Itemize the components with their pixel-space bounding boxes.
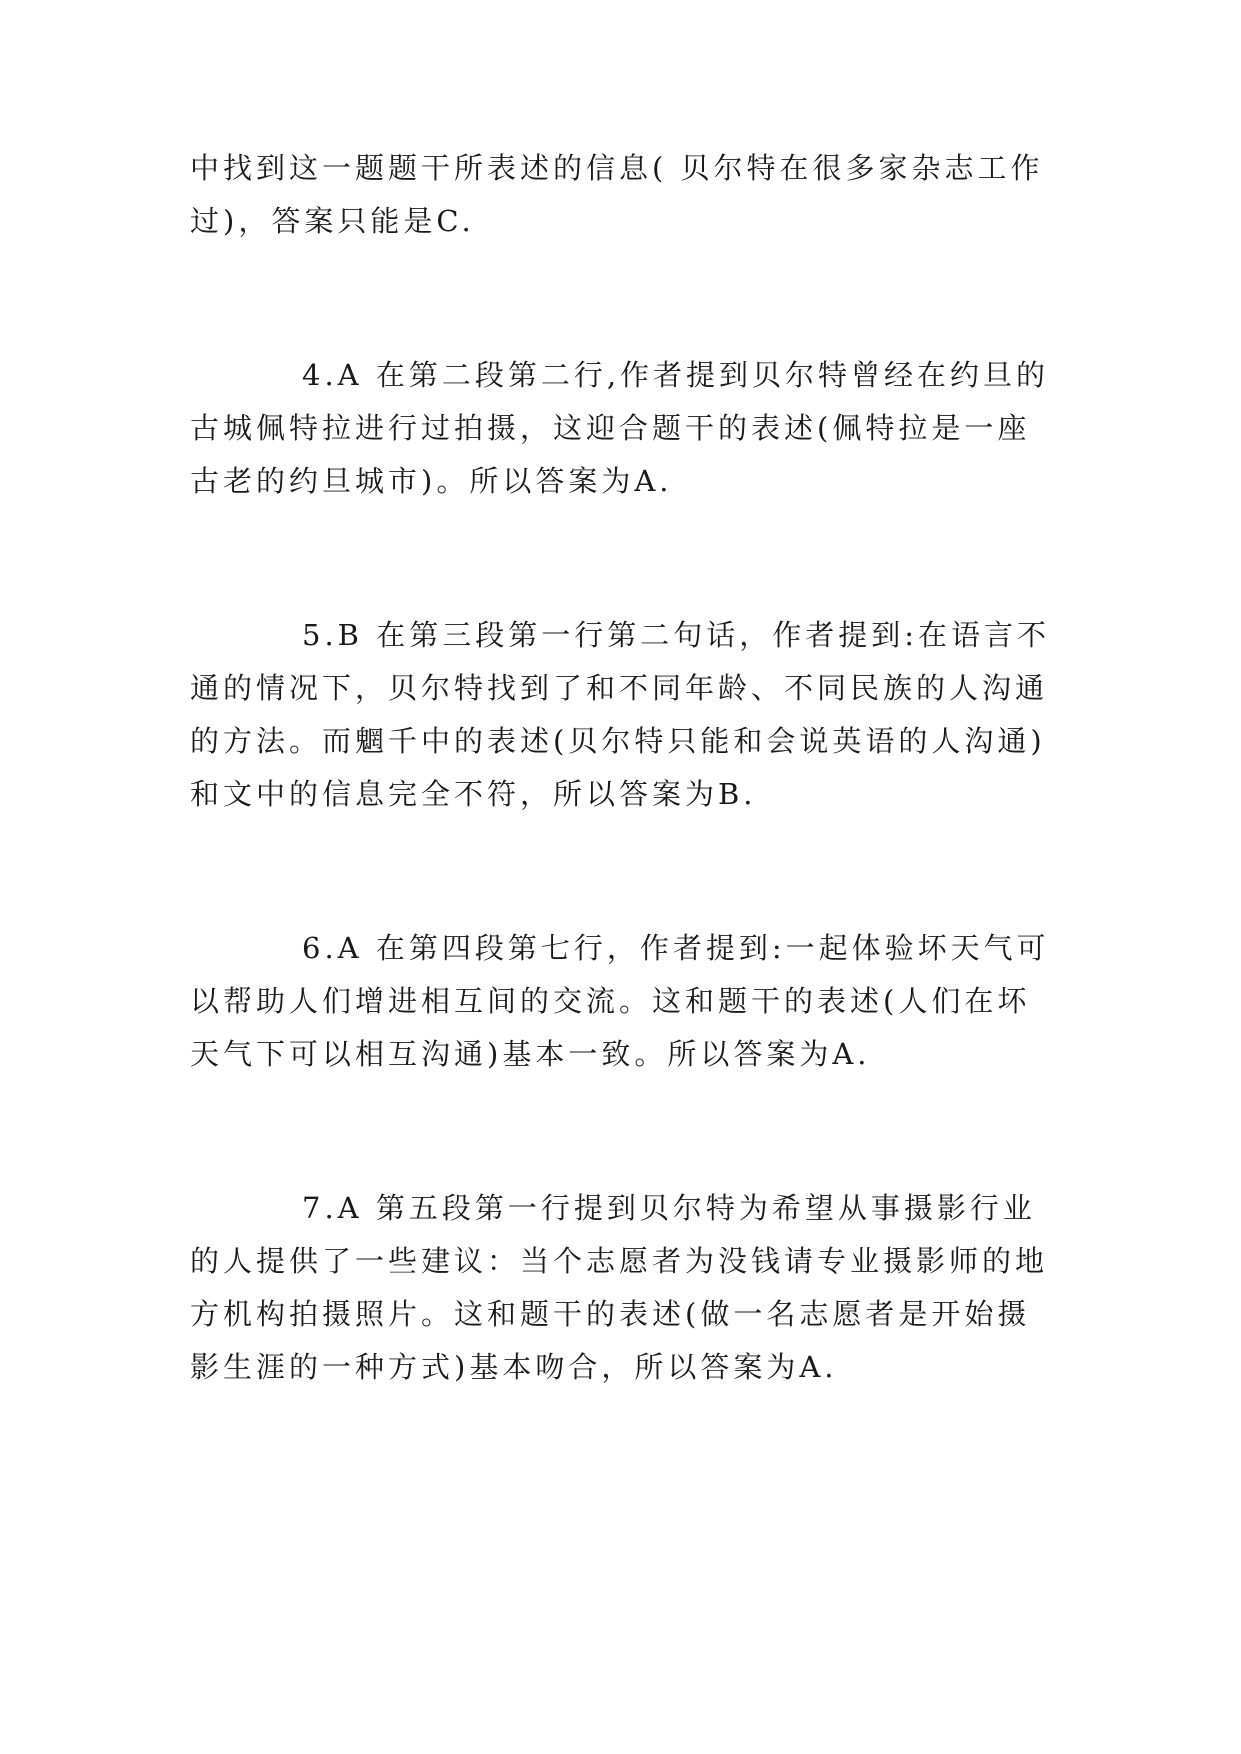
answer-text-line: 7.A 第五段第一行提到贝尔特为希望从事摄影行业 — [302, 1191, 1036, 1225]
answer-text-line: 古城佩特拉进行过拍摄，这迎合题干的表述(佩特拉是一座 — [190, 411, 1031, 445]
answer-text-line: 影生涯的一种方式)基本吻合，所以答案为A. — [190, 1350, 838, 1384]
answer-text-line: 6.A 在第四段第七行，作者提到:一起体验坏天气可 — [302, 931, 1050, 965]
answer-text-line: 中找到这一题题干所表述的信息( 贝尔特在很多家杂志工作 — [190, 151, 1044, 185]
answer-text-line: 的方法。而魍千中的表述(贝尔特只能和会说英语的人沟通) — [190, 724, 1046, 758]
answer-text-line: 以帮助人们增进相互间的交流。这和题干的表述(人们在坏 — [190, 984, 1031, 1018]
answer-text-line: 的人提供了一些建议：当个志愿者为没钱请专业摄影师的地 — [190, 1244, 1049, 1278]
answer-text-line: 和文中的信息完全不符，所以答案为B. — [190, 777, 757, 811]
answer-text-line: 4.A 在第二段第二行,作者提到贝尔特曾经在约旦的 — [302, 358, 1050, 392]
answer-text-line: 过)，答案只能是C. — [190, 204, 475, 238]
answer-text-line: 5.B 在第三段第一行第二句话，作者提到:在语言不 — [302, 618, 1050, 652]
answer-text-line: 古老的约旦城市)。所以答案为A. — [190, 464, 673, 498]
answer-text-line: 方机构拍摄照片。这和题干的表述(做一名志愿者是开始摄 — [190, 1297, 1031, 1331]
answer-text-line: 天气下可以相互沟通)基本一致。所以答案为A. — [190, 1037, 871, 1071]
answer-text-line: 通的情况下，贝尔特找到了和不同年龄、不同民族的人沟通 — [190, 671, 1049, 705]
